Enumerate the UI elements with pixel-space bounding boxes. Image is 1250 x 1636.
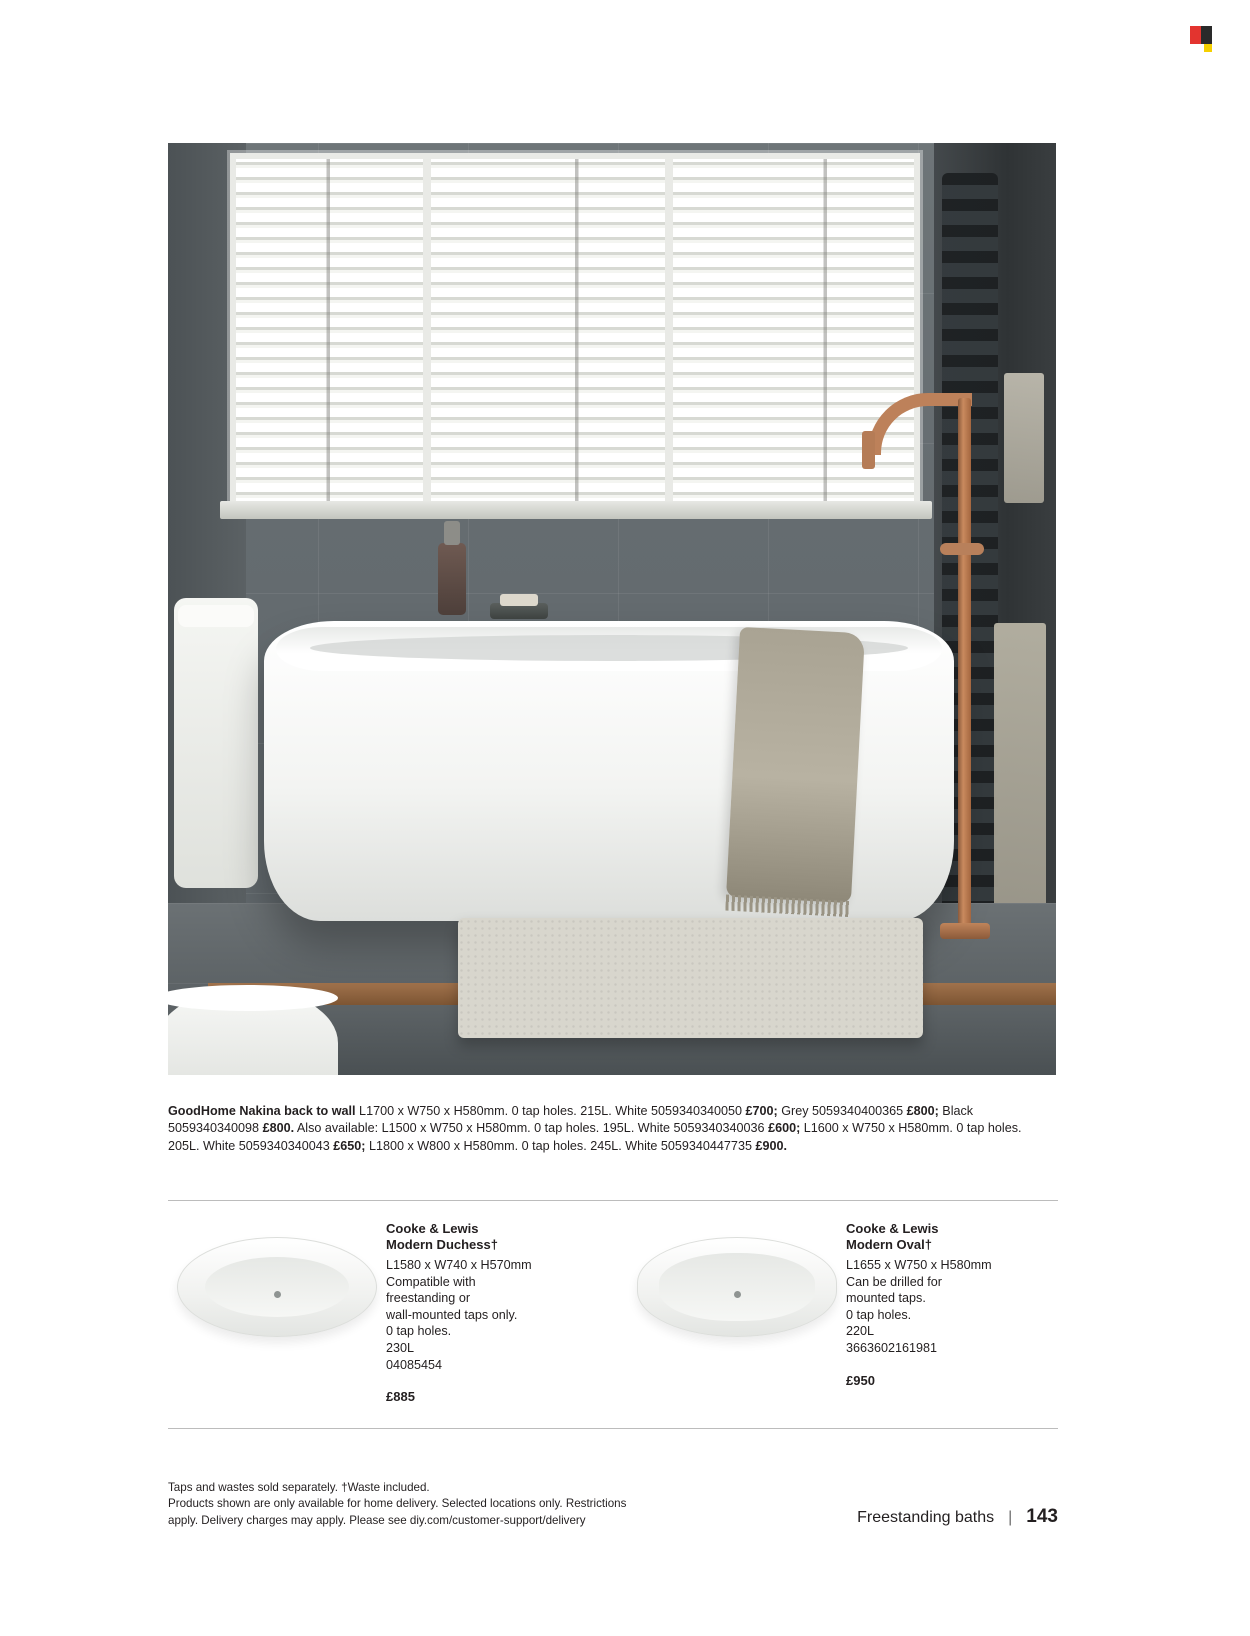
footnote-line-3: apply. Delivery charges may apply. Please see diy.com/customer-support/delivery: [168, 1513, 586, 1527]
main-product-caption: [168, 1103, 1056, 1156]
soap-dispenser: [438, 543, 466, 615]
registration-mark-black: [1201, 26, 1212, 44]
product-info-modern-oval: [846, 1221, 992, 1406]
bath-tap-handle: [940, 543, 984, 555]
main-caption-body-4: Also available: L1500 x W750 x H580mm. 0 tap holes. 195L. White 5059340340036: [294, 1121, 769, 1136]
product-price: £885: [386, 1389, 415, 1405]
footnote-line-1: Taps and wastes sold separately. †Waste included.: [168, 1481, 430, 1494]
product-detail-3: wall-mounted taps only.: [386, 1307, 518, 1322]
window: [230, 153, 920, 508]
draped-towel: [726, 627, 865, 903]
main-caption-price-1: £700;: [745, 1103, 778, 1118]
main-caption-price-2: £800;: [906, 1103, 939, 1118]
product-detail-2: mounted taps.: [846, 1291, 926, 1306]
main-caption-price-6: £900.: [755, 1138, 787, 1153]
catalogue-page: [168, 0, 1058, 1636]
product-detail-1: Can be drilled for: [846, 1274, 942, 1289]
main-caption-body-2: Grey 5059340400365: [777, 1103, 907, 1118]
bath-drain: [274, 1291, 281, 1298]
product-capacity: 220L: [846, 1324, 875, 1339]
window-sill: [220, 501, 932, 519]
soap-bar: [500, 594, 538, 606]
main-caption-body-1: L1700 x W750 x H580mm. 0 tap holes. 215L. White 5059340340050: [355, 1103, 746, 1118]
product-dimensions: L1655 x W750 x H580mm: [846, 1258, 992, 1272]
registration-mark: [1190, 26, 1212, 44]
product-name: Modern Oval†: [846, 1237, 932, 1252]
product-code: 04085454: [386, 1357, 443, 1372]
cistern-lid: [178, 605, 254, 627]
product-card-modern-duchess[interactable]: [168, 1200, 613, 1429]
hero-image: [168, 143, 1056, 1075]
product-tap-holes: 0 tap holes.: [846, 1307, 912, 1322]
main-caption-price-5: £650;: [333, 1138, 366, 1153]
main-caption-title: GoodHome Nakina back to wall: [168, 1103, 356, 1118]
product-capacity: 230L: [386, 1340, 415, 1355]
product-name: Modern Duchess†: [386, 1237, 498, 1252]
product-code: 3663602161981: [846, 1340, 938, 1355]
page-footer: [857, 1506, 1058, 1528]
product-dimensions: L1580 x W740 x H570mm: [386, 1258, 532, 1272]
main-caption-price-3: £800.: [262, 1121, 295, 1136]
product-image-modern-oval: [628, 1221, 846, 1406]
bath-tap-stand: [958, 398, 971, 938]
product-info-modern-duchess: [386, 1221, 532, 1406]
product-brand: Cooke & Lewis: [846, 1221, 939, 1236]
cistern-unit: [174, 598, 258, 888]
main-caption-body-3: Black 5059340340098: [168, 1103, 974, 1136]
product-image-modern-duchess: [168, 1221, 386, 1406]
product-tap-holes: 0 tap holes.: [386, 1324, 452, 1339]
product-title: [846, 1221, 992, 1253]
registration-mark-red: [1190, 26, 1201, 44]
bath-basin-outline: [205, 1257, 349, 1317]
bath-drain: [734, 1291, 741, 1298]
bath-illustration: [177, 1237, 377, 1337]
product-price: £950: [846, 1372, 875, 1388]
bath-basin-outline: [659, 1253, 815, 1321]
product-detail-1: Compatible with: [386, 1274, 476, 1289]
page-number: 143: [1026, 1506, 1058, 1527]
bath-illustration: [637, 1237, 837, 1337]
main-caption-body-5: L1600 x W750 x H580mm. 0 tap holes. 205L. White 5059340340043: [168, 1121, 1022, 1153]
bath-tap-base: [940, 923, 990, 939]
product-title: [386, 1221, 532, 1253]
hero-scene: [168, 143, 1056, 1075]
footnote-line-2: Products shown are only available for home delivery. Selected locations only. Restrictions: [168, 1497, 627, 1511]
footer-separator: |: [1008, 1509, 1013, 1526]
product-detail-2: freestanding or: [386, 1291, 471, 1306]
main-caption-price-4: £600;: [768, 1121, 801, 1136]
product-list: [168, 1200, 1058, 1429]
footer-section-name: Freestanding baths: [857, 1509, 995, 1526]
bath-tap-spout: [862, 431, 875, 469]
bath-mat: [458, 918, 923, 1038]
hanging-towel-small: [1004, 373, 1044, 503]
product-brand: Cooke & Lewis: [386, 1221, 479, 1236]
window-frame: [230, 153, 920, 508]
product-card-modern-oval[interactable]: [613, 1200, 1058, 1429]
soap-dispenser-pump: [444, 521, 460, 545]
main-caption-body-6: L1800 x W800 x H580mm. 0 tap holes. 245L. White 5059340447735: [365, 1138, 756, 1153]
footnotes: [168, 1480, 728, 1529]
registration-mark-yellow: [1204, 44, 1212, 52]
